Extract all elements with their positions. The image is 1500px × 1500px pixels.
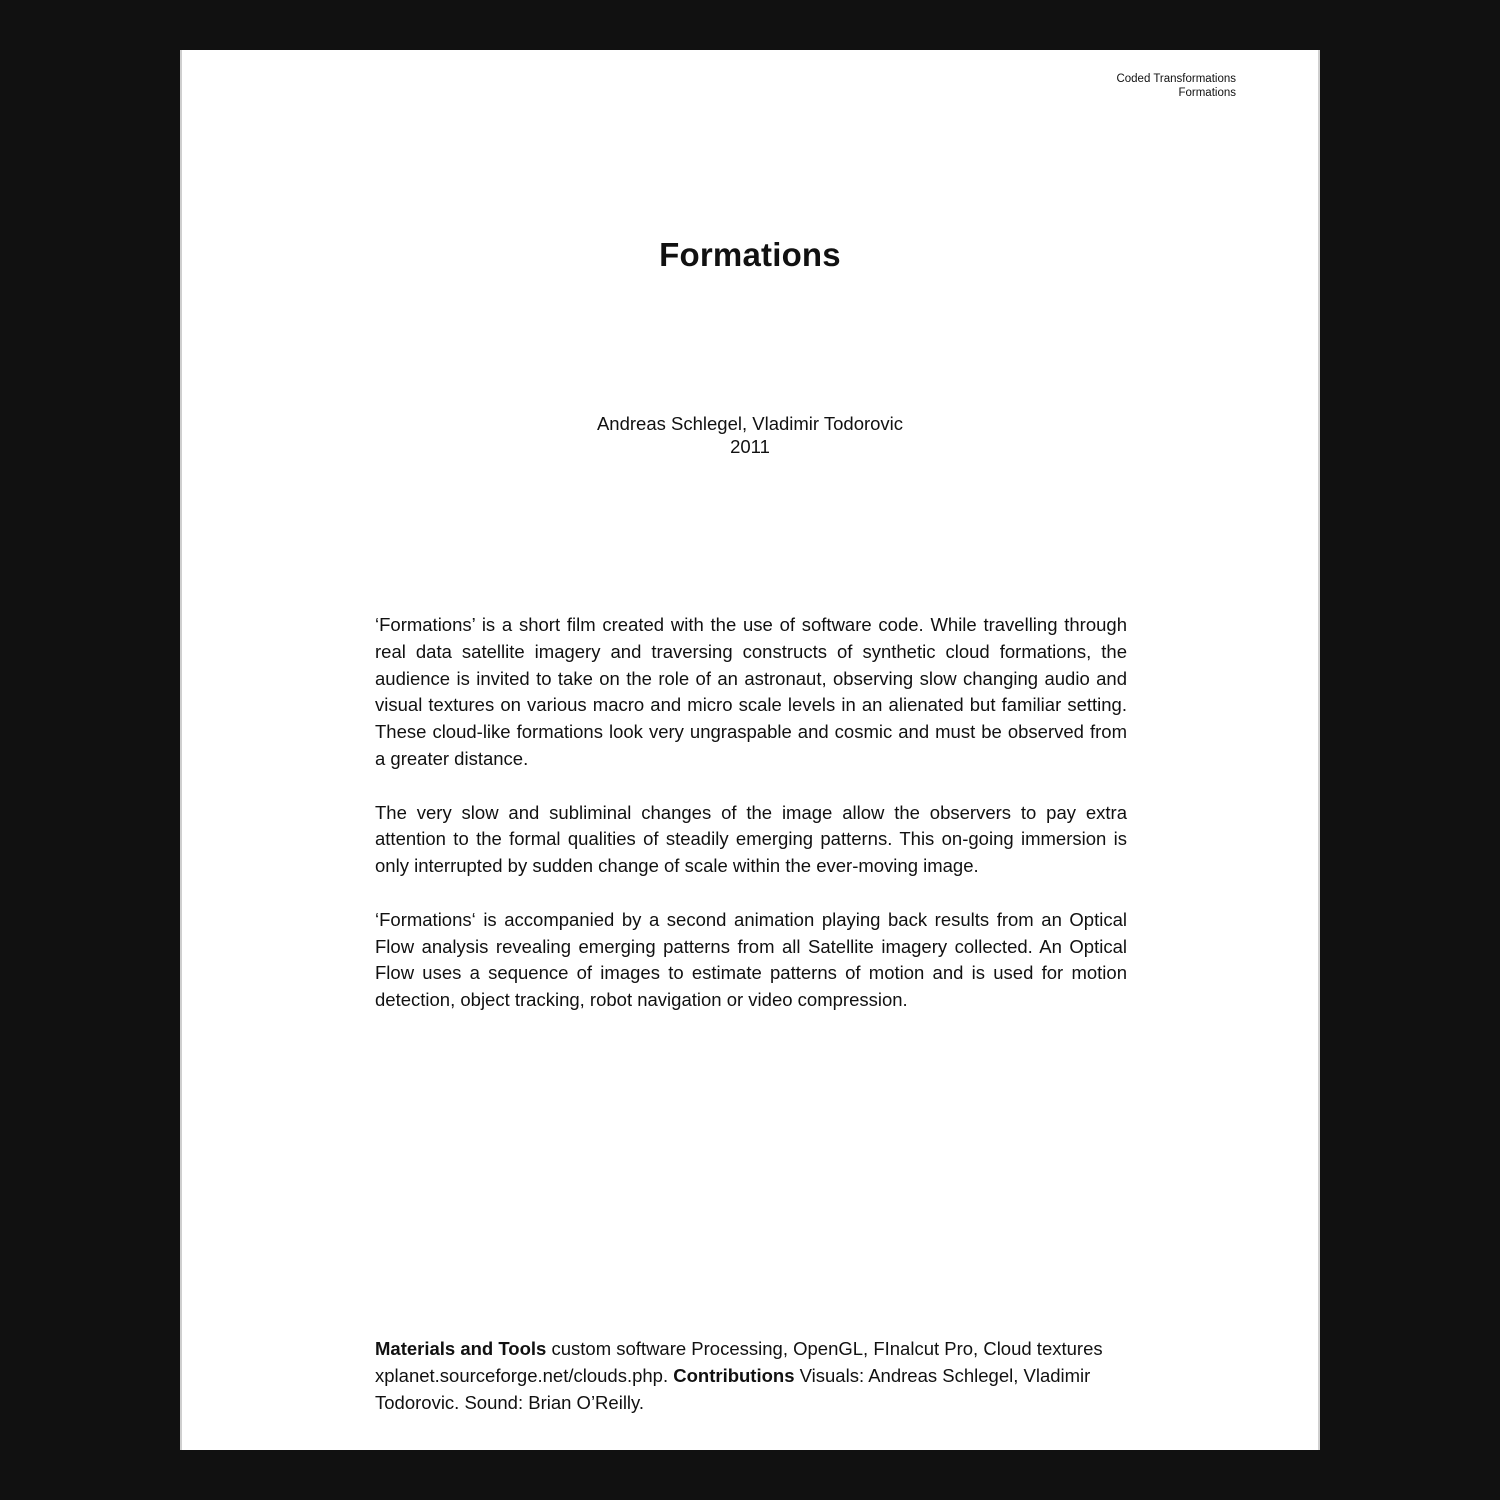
running-header-series: Coded Transformations	[1116, 73, 1236, 85]
byline-year: 2011	[730, 436, 770, 457]
page-title: Formations	[659, 236, 841, 273]
body-paragraph-1: ‘Formations’ is a short film created with the use of software code. While travelling through real data satellite imagery and traversing constructs of synthetic cloud formations, the audience is invited to take on the role of an astronaut, observing slow changing audio and visual textures on various macro and micro scale levels in an alienated but familiar setting. These cloud-like formations look very ungraspable and cosmic and must be observed from a greater distance.	[375, 614, 1127, 769]
materials-label: Materials and Tools	[375, 1338, 547, 1359]
running-header	[1116, 72, 1236, 100]
byline	[182, 412, 1318, 458]
byline-authors: Andreas Schlegel, Vladimir Todorovic	[596, 413, 904, 434]
materials-text: custom software Processing, OpenGL, FInalcut Pro, Cloud textures xplanet.sourceforge.net/clouds.php.	[375, 1338, 1103, 1386]
body-paragraph-2: The very slow and subliminal changes of the image allow the observers to pay extra attention to the formal qualities of steadily emerging patterns. This on-going immersion is only interrupted by sudden change of scale within the ever-moving image.	[375, 801, 1127, 877]
body-text	[375, 612, 1127, 1041]
credits	[375, 1336, 1150, 1416]
running-header-section: Formations	[1178, 87, 1236, 99]
document-page	[180, 50, 1320, 1450]
contributions-label: Contributions	[673, 1364, 795, 1386]
body-paragraph-3: ‘Formations‘ is accompanied by a second animation playing back results from an Optical Flow analysis revealing emerging patterns from all Satellite imagery collected. An Optical Flow uses a sequence of images to estimate patterns of motion and is used for motion detection, object tracking, robot navigation or video compression.	[375, 908, 1127, 1011]
contributions-text: Visuals: Andreas Schlegel, Vladimir Todorovic. Sound: Brian O’Reilly.	[375, 1364, 1091, 1413]
